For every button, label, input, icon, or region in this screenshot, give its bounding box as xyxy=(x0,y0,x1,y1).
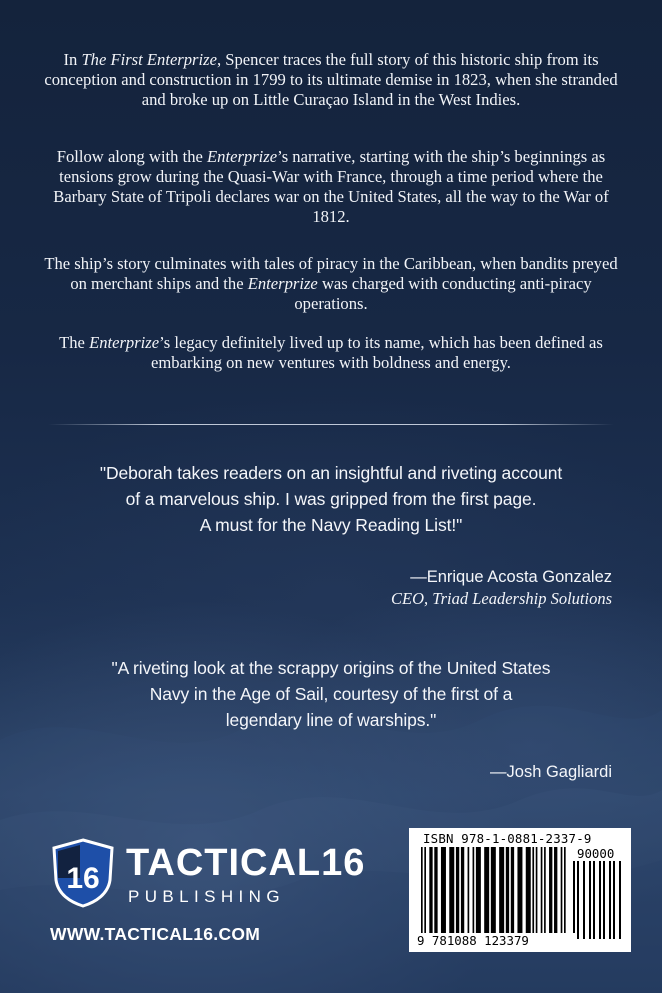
barcode-digits: 9 781088 123379 xyxy=(415,933,575,948)
barcode-bar xyxy=(583,861,585,939)
publisher-url[interactable]: WWW.TACTICAL16.COM xyxy=(50,924,261,944)
shield-badge-icon xyxy=(50,838,116,908)
barcode-bar xyxy=(511,847,514,939)
barcode-bar xyxy=(541,847,543,939)
barcode-bar xyxy=(589,861,591,939)
barcode-bar xyxy=(441,847,446,939)
barcode-bar xyxy=(526,847,531,939)
quote-line: Navy in the Age of Sail, courtesy of the first of a xyxy=(149,684,513,704)
testimonial-author: —Enrique Acosta Gonzalez xyxy=(410,568,612,586)
barcode-bars xyxy=(421,847,569,939)
quote-line: legendary line of warships." xyxy=(225,710,437,730)
testimonial-quote-1 xyxy=(40,460,622,538)
price-code: 90000 xyxy=(577,846,615,861)
barcode-bar xyxy=(421,847,423,939)
quote-line: of a marvelous ship. I was gripped from the first page. xyxy=(125,489,537,509)
barcode-bar xyxy=(491,847,496,939)
publisher-logo xyxy=(50,838,366,906)
description-paragraph-1: In The First Enterprize, Spencer traces the full story of this historic ship from its conception and construction in 1799 to its ultimate demise in 1823, when she stranded and broke up on Little Curaçao Island in the West Indies. xyxy=(44,50,618,109)
barcode-bar xyxy=(573,861,575,939)
section-divider xyxy=(48,424,614,425)
barcode-bar xyxy=(544,847,546,939)
barcode-bar xyxy=(499,847,504,939)
testimonial-quote-2 xyxy=(40,655,622,733)
barcode-bar xyxy=(549,847,552,939)
barcode-bar xyxy=(473,847,475,939)
testimonial-attribution-2 xyxy=(490,761,612,783)
barcode-bar xyxy=(554,847,557,939)
barcode-bar xyxy=(577,861,579,939)
isbn-number: ISBN 978-1-0881-2337-9 xyxy=(423,831,592,846)
publisher-subtitle: PUBLISHING xyxy=(128,887,285,906)
barcode-bar xyxy=(506,847,509,939)
barcode-bar xyxy=(429,847,432,939)
barcode-bar xyxy=(603,861,605,939)
barcode-bar xyxy=(561,847,563,939)
barcode-bar xyxy=(619,861,621,939)
barcode-bar xyxy=(536,847,538,939)
barcode-bar xyxy=(449,847,454,939)
testimonial-attribution-1 xyxy=(391,566,612,610)
testimonial-author: —Josh Gagliardi xyxy=(490,763,612,781)
barcode-bar xyxy=(517,847,522,939)
barcode-bar xyxy=(434,847,437,939)
barcode-addon-bars xyxy=(573,861,623,939)
testimonial-role: CEO, Triad Leadership Solutions xyxy=(391,589,612,608)
barcode-bar xyxy=(468,847,470,939)
barcode-bar xyxy=(599,861,601,939)
barcode-bar xyxy=(424,847,426,939)
isbn-barcode xyxy=(409,828,631,952)
quote-line: A must for the Navy Reading List!" xyxy=(199,515,463,535)
barcode-bar xyxy=(532,847,534,939)
barcode-bar xyxy=(476,847,481,939)
barcode-bar xyxy=(609,861,611,939)
barcode-bar xyxy=(593,861,595,939)
barcode-bar xyxy=(564,847,566,939)
barcode-bar xyxy=(484,847,489,939)
barcode-bar xyxy=(461,847,464,939)
badge-number: 16 xyxy=(66,862,100,895)
barcode-bar xyxy=(456,847,459,939)
description-paragraph-4: The Enterprize’s legacy definitely lived up to its name, which has been defined as embarking on new ventures with boldness and energy. xyxy=(59,333,603,372)
barcode-bar xyxy=(613,861,615,939)
description-paragraph-2: Follow along with the Enterprize’s narrative, starting with the ship’s beginnings as tensions grow during the Quasi-War with France, through a time period where the Barbary State of Tripoli declares war on the United States, all the way to the War of 1812. xyxy=(53,147,609,226)
description-paragraph-3: The ship’s story culminates with tales of piracy in the Caribbean, when bandits preyed on merchant ships and the Enterprize was charged with conducting anti-piracy operations. xyxy=(44,254,618,313)
quote-line: "Deborah takes readers on an insightful and riveting account xyxy=(99,463,563,483)
quote-line: "A riveting look at the scrappy origins of the United States xyxy=(111,658,551,678)
publisher-name: TACTICAL16 xyxy=(126,842,366,884)
